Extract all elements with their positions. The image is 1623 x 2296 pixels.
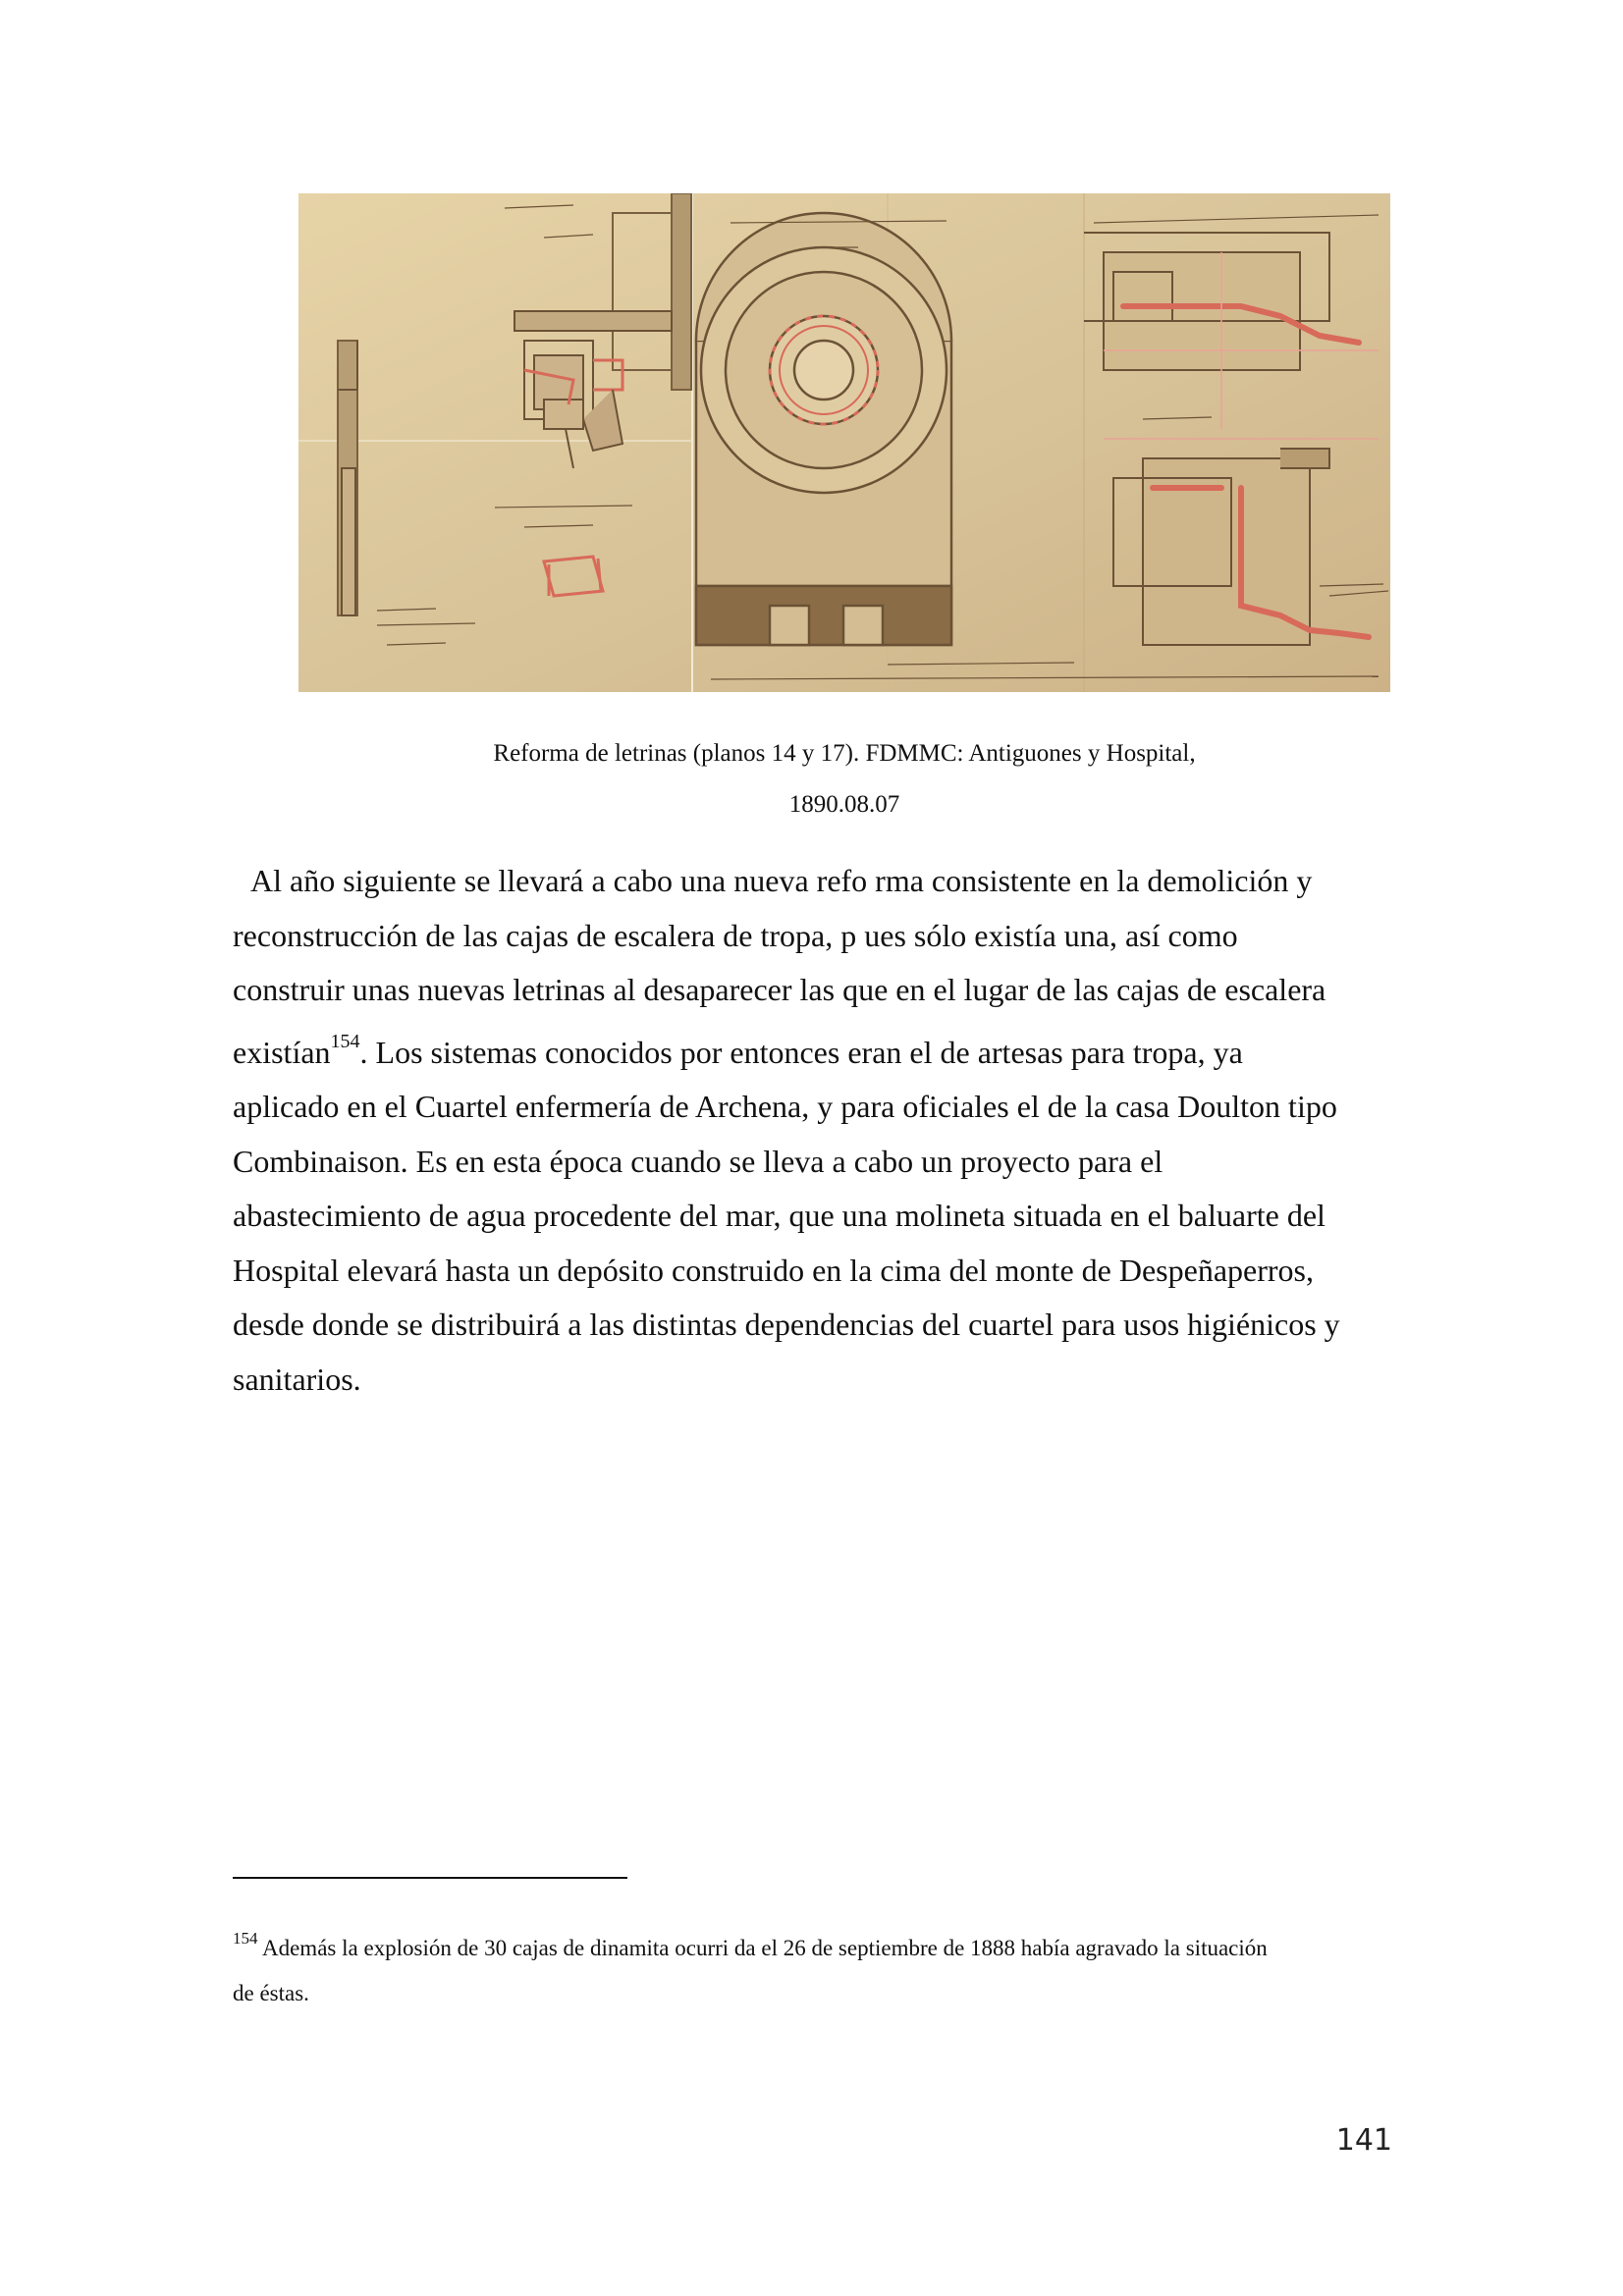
body-line: Combinaison. Es en esta época cuando se lleva a cabo un proyecto para el [233, 1143, 1163, 1179]
body-paragraph [233, 854, 1391, 1407]
body-line: Al año siguiente se llevará a cabo una nueva refo rma consistente en la demolición y [250, 863, 1313, 898]
footnote-number: 154 [233, 1929, 258, 1948]
footnote [233, 1926, 1391, 2016]
footnote-text: Además la explosión de 30 cajas de dinamita ocurri da el 26 de septiembre de 1888 había agravado la situación [257, 1936, 1268, 1960]
footnote-reference[interactable]: 154 [330, 1030, 360, 1052]
body-line: desde donde se distribuirá a las distintas dependencias del cuartel para usos higiénicos y [233, 1307, 1340, 1342]
figure-caption-line-1: Reforma de letrinas (planos 14 y 17). FDMMC: Antiguones y Hospital, [493, 740, 1196, 767]
footnote-separator [233, 1877, 627, 1879]
body-line: construir unas nuevas letrinas al desaparecer las que en el lugar de las cajas de escalera [233, 972, 1326, 1007]
footnote-line [233, 1926, 1391, 1971]
body-line: sanitarios. [233, 1361, 361, 1397]
body-line: aplicado en el Cuartel enfermería de Archena, y para oficiales el de la casa Doulton tipo [233, 1089, 1337, 1124]
figure-caption-line-2: 1890.08.07 [788, 791, 900, 818]
body-line-with-footnote-ref [233, 1026, 1391, 1081]
footnote-line: de éstas. [233, 1981, 309, 2005]
page-number: 141 [1335, 2123, 1392, 2158]
body-line: Hospital elevará hasta un depósito construido en la cima del monte de Despeñaperros, [233, 1252, 1314, 1288]
plans-figure [298, 193, 1390, 692]
body-line: reconstrucción de las cajas de escalera de tropa, p ues sólo existía una, así como [233, 917, 1238, 953]
architectural-plans-image [298, 193, 1390, 692]
body-text-fragment: . Los sistemas conocidos por entonces eran el de artesas para tropa, ya [359, 1034, 1243, 1070]
body-line: abastecimiento de agua procedente del mar, que una molineta situada en el baluarte del [233, 1198, 1325, 1233]
body-text-fragment: existían [233, 1034, 331, 1070]
